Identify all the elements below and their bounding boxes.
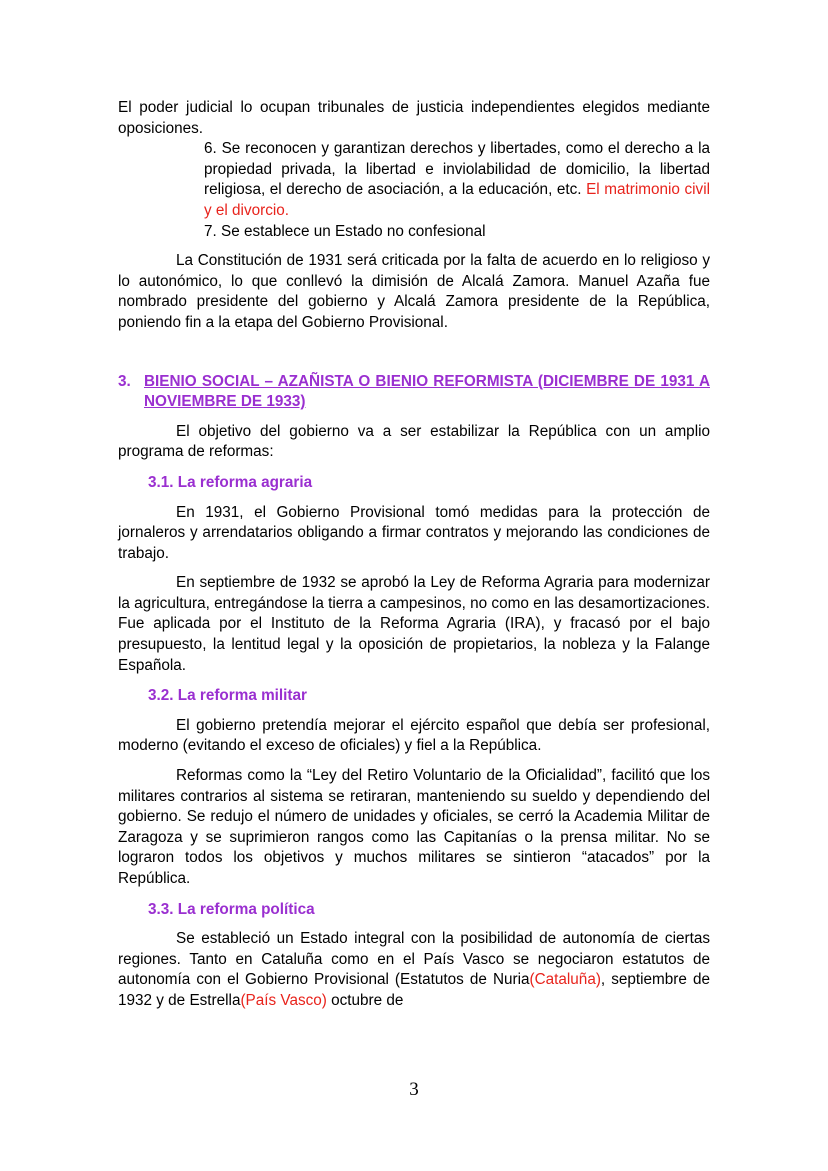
paragraph-3-2-b: Reformas como la “Ley del Retiro Voluntario de la Oficialidad”, facilitó que los militares contrarios al sistema se retiraran, manteniendo su sueldo y dependiendo del gobierno. Se redujo el número de unidades y oficiales, se cerró la Academia Militar de Zaragoza y se suprimieron rangos como las Capitanías o la prensa militar. No se lograron todos los objetivos y muchos militares se sintieron “atacados” por la República. [118,767,710,887]
list-item-7: 7. Se establece un Estado no confesional [204,222,486,240]
paragraph-3-3-a [118,929,710,1011]
list-item-6-text: 6. Se reconocen y garantizan derechos y libertades, como el derecho a la propiedad privada, la libertad e inviolabilidad de domicilio, la libertad religiosa, el derecho de asociación, a la educación, etc. [204,140,710,199]
paragraph-judicial: El poder judicial lo ocupan tribunales de justicia independientes elegidos mediante oposiciones. [118,99,710,137]
paragraph-3-3-text-a: Se estableció un Estado integral con la posibilidad de autonomía de ciertas regiones. Tanto en Cataluña como en el País Vasco se negociaron estatutos de autonomía con el Gobierno Provisional (Estatutos de Nuria [118,930,710,989]
paragraph-3-1-a: En 1931, el Gobierno Provisional tomó medidas para la protección de jornaleros y arrendatarios obligando a firmar contratos y mejorando las condiciones de trabajo. [118,503,710,562]
paragraph-3-2-a: El gobierno pretendía mejorar el ejército español que debía ser profesional, moderno (evitando el exceso de oficiales) y fiel a la República. [118,716,710,755]
section-3-intro: El objetivo del gobierno va a ser estabilizar la República con un amplio programa de reformas: [118,422,710,461]
section-3-number: 3. [118,372,131,390]
highlight-pais-vasco: (País Vasco) [240,991,327,1009]
paragraph-3-3-text-c: octubre de [326,991,404,1009]
highlight-cataluna: (Cataluña) [529,971,601,989]
paragraph-constitucion: La Constitución de 1931 será criticada por la falta de acuerdo en lo religioso y lo autonómico, lo que conllevó la dimisión de Alcalá Zamora. Manuel Azaña fue nombrado presidente del gobierno y Alcalá Zamora presidente de la República, poniendo fin a la etapa del Gobierno Provisional. [118,252,710,331]
list-item-6 [118,139,710,221]
section-3-heading [118,372,710,413]
section-3-title: BIENIO SOCIAL – AZAÑISTA O BIENIO REFORMISTA (DICIEMBRE DE 1931 A NOVIEMBRE DE 1933) [144,372,710,411]
page-number: 3 [409,1079,419,1100]
paragraph-3-3-text-b: , septiembre de 1932 y de Estrella [118,971,710,1009]
document-page [118,98,710,1012]
subsection-3-3-heading: 3.3. La reforma política [148,900,315,918]
subsection-3-2-heading: 3.2. La reforma militar [148,687,307,705]
subsection-3-1-heading: 3.1. La reforma agraria [148,473,313,491]
highlight-matrimonio: El matrimonio civil y el divorcio. [204,181,710,219]
paragraph-3-1-b: En septiembre de 1932 se aprobó la Ley de Reforma Agraria para modernizar la agricultura, entregándose la tierra a campesinos, no como en las desamortizaciones. Fue aplicada por el Instituto de la Reforma Agraria (IRA), y fracasó por el bajo presupuesto, la lentitud legal y la oposición de propietarios, la nobleza y la Falange Española. [118,574,710,674]
